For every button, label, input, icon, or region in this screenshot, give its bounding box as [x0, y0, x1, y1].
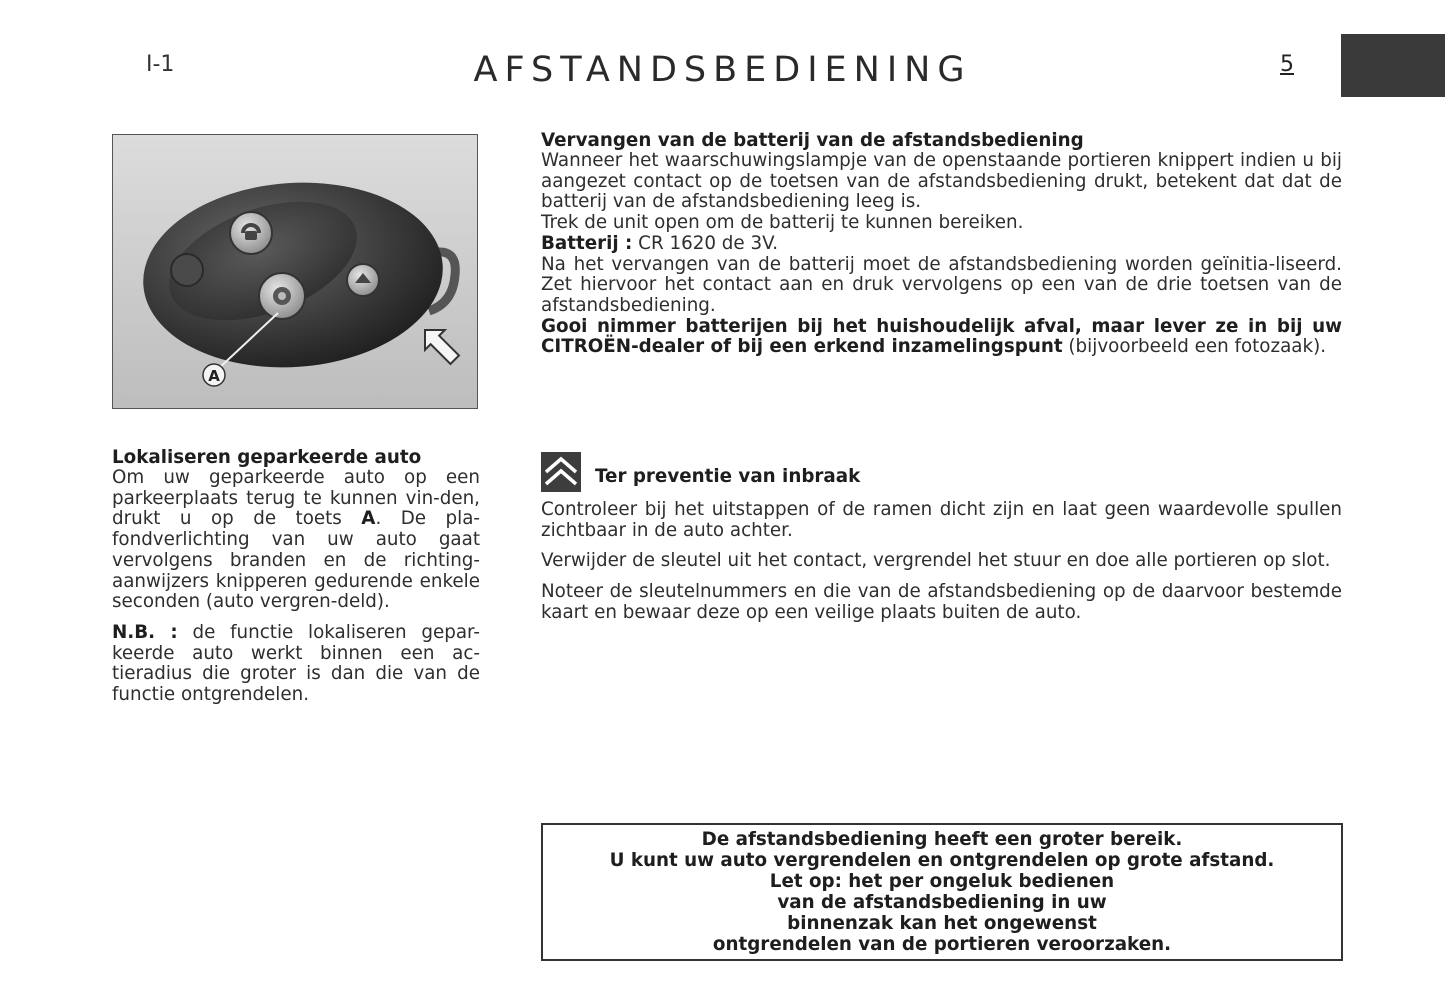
range-notice-box — [541, 823, 1343, 961]
battery-paragraph-1: Wanneer het waarschuwingslampje van de openstaande portieren knippert indien u bij aangezet contact op de toetsen van de afstandsbediening drukt, betekent dat dat de batterij van de afstandsbediening leeg is. — [541, 150, 1342, 213]
battery-paragraph-4 — [541, 317, 1342, 358]
note-text: de functie lokaliseren gepar-keerde auto werkt binnen een ac-tieradius die groter is dan die van de functie ontgrendelen. — [112, 621, 480, 706]
battery-spec — [541, 234, 1342, 255]
battery-label: Batterij : — [541, 232, 633, 254]
notice-line: van de afstandsbediening in uw — [777, 892, 1107, 913]
locate-section — [112, 447, 480, 706]
notice-line: U kunt uw auto vergrendelen en ontgrendelen op grote afstand. — [609, 850, 1275, 871]
battery-heading: Vervangen van de batterij van de afstandsbediening — [541, 130, 1084, 151]
battery-section — [541, 130, 1342, 358]
notice-line: binnenzak kan het ongewenst — [787, 913, 1097, 934]
battery-paragraph-2: Trek de unit open om de batterij te kunnen bereiken. — [541, 212, 1024, 234]
battery-disposal-warning: Gooi nimmer batterijen bij het huishoudelijk afval, maar lever ze in bij uw CITROËN-dealer of bij een erkend inzamelingspunt — [541, 315, 1342, 358]
prevention-paragraph-2: Verwijder de sleutel uit het contact, vergrendel het stuur en doe alle portieren op slot. — [541, 550, 1331, 572]
locate-paragraph — [112, 468, 480, 613]
locate-note — [112, 623, 480, 706]
prevention-section — [541, 500, 1342, 624]
section-code: I-1 — [146, 52, 175, 77]
corner-tab — [1341, 34, 1445, 97]
locate-text-start: Om uw geparkeerde auto op een parkeerplaats terug te kunnen vin-den, drukt u op de toets — [112, 467, 480, 530]
battery-value: CR 1620 de 3V. — [632, 232, 779, 254]
citroen-chevrons-icon — [541, 452, 581, 492]
battery-disposal-example: (bijvoorbeeld een fotozaak). — [1062, 336, 1327, 358]
note-label: N.B. : — [112, 621, 178, 643]
remote-key-photo — [112, 134, 478, 409]
prevention-heading: Ter preventie van inbraak — [595, 466, 861, 487]
page-number: 5 — [1280, 52, 1294, 77]
notice-line: De afstandsbediening heeft een groter bereik. — [701, 829, 1183, 850]
prevention-paragraph-1: Controleer bij het uitstappen of de ramen dicht zijn en laat geen waardevolle spullen zichtbaar in de auto achter. — [541, 499, 1342, 541]
callout-a-label: A — [208, 367, 220, 385]
lock-button — [230, 212, 272, 254]
page-title: AFSTANDSBEDIENING — [473, 50, 972, 90]
notice-line: Let op: het per ongeluk bedienen — [769, 871, 1115, 892]
button-a — [259, 273, 305, 319]
locate-key-label: A — [361, 508, 376, 530]
trunk-button — [347, 264, 379, 296]
notice-line: ontgrendelen van de portieren veroorzaken. — [712, 934, 1172, 955]
locate-text-end: . De pla-fondverlichting van uw auto gaat vervolgens branden en de richting-aanwijzers knipperen gedurende enkele seconden (auto vergren-deld). — [112, 508, 480, 613]
battery-paragraph-3: Na het vervangen van de batterij moet de afstandsbediening worden geïnitia-liseerd. Zet hiervoor het contact aan en druk vervolgens op een van de drie toetsen van de afstandsbediening. — [541, 253, 1342, 316]
locate-heading: Lokaliseren geparkeerde auto — [112, 447, 422, 468]
prevention-header — [541, 452, 1342, 494]
prevention-paragraph-3: Noteer de sleutelnummers en die van de afstandsbediening op de daarvoor bestemde kaart en bewaar deze op een veilige plaats buiten de auto. — [541, 581, 1342, 623]
